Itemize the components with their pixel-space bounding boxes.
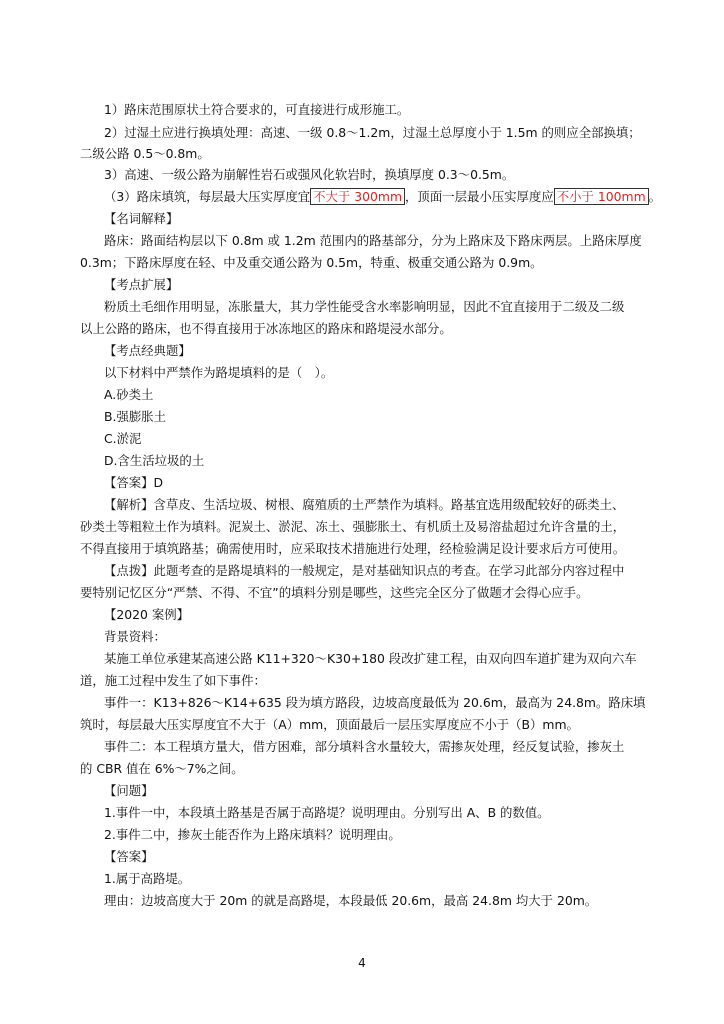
text-line: 某施工单位承建某高速公路 K11+320～K30+180 段改扩建工程，由双向四车道扩建为双向六车 — [104, 651, 637, 666]
section-heading: 【答案】D — [104, 475, 164, 490]
text-line: 1）路床范围原状土符合要求的，可直接进行成形施工。 — [104, 102, 410, 117]
text-line: 以下材料中严禁作为路堤填料的是（ ）。 — [104, 365, 334, 380]
text-line: 3）高速、一级公路为崩解性岩石或强风化软岩时，换填厚度 0.3～0.5m。 — [104, 167, 515, 182]
text-line: 粉质土毛细作用明显，冻胀量大，其力学性能受含水率影响明显，因此不宜直接用于二级及二级 — [104, 299, 625, 314]
text-line: 要特别记忆区分“严禁、不得、不宜”的填料分别是哪些，这些完全区分了做题才会得心应手。 — [80, 585, 589, 600]
text-line: 2）过湿土应进行换填处理：高速、一级 0.8～1.2m，过湿土总厚度小于 1.5m 的则应全部换填； — [104, 125, 641, 140]
text-segment: ，顶面一层最小压实厚度应 — [405, 189, 554, 204]
text-line: 2.事件二中，掺灰土能否作为上路床填料？说明理由。 — [104, 827, 401, 842]
text-line: 砂类土等粗粒土作为填料。泥炭土、淤泥、冻土、强膨胀土、有机质土及易溶盐超过允许含量的土， — [80, 519, 626, 534]
text-segment: 。 — [648, 189, 662, 204]
text-line: 【点拨】此题考查的是路堤填料的一般规定，是对基础知识点的考查。在学习此部分内容过程中 — [104, 563, 625, 578]
text-line — [104, 188, 661, 206]
section-heading: 【名词解释】 — [104, 211, 179, 226]
text-line: C.淤泥 — [104, 431, 142, 446]
text-line: 理由：边坡高度大于 20m 的就是高路堤，本段最低 20.6m，最高 24.8m 均大于 20m。 — [104, 893, 598, 908]
text-line: 二级公路 0.5～0.8m。 — [80, 146, 210, 161]
section-heading: 【2020 案例】 — [104, 607, 190, 622]
text-segment: （3）路床填筑，每层最大压实厚度宜 — [104, 189, 311, 204]
text-line: 事件一：K13+826～K14+635 段为填方路段，边坡高度最低为 20.6m，最高为 24.8m。路床填 — [104, 695, 646, 710]
text-line: D.含生活垃圾的土 — [104, 453, 205, 468]
text-line: 路床：路面结构层以下 0.8m 或 1.2m 范围内的路基部分，分为上路床及下路床两层。上路床厚度 — [104, 233, 642, 248]
page-number: 4 — [358, 956, 366, 970]
section-heading: 【考点扩展】 — [104, 277, 179, 292]
text-line: 0.3m；下路床厚度在轻、中及重交通公路为 0.5m，特重、极重交通公路为 0.9m。 — [80, 255, 543, 270]
text-line: B.强膨胀土 — [104, 409, 167, 424]
text-line: 筑时，每层最大压实厚度宜不大于（A）mm，顶面最后一层压实厚度应不小于（B）mm。 — [80, 717, 579, 732]
section-heading: 【答案】 — [104, 849, 154, 864]
text-line: 事件二：本工程填方量大，借方困难，部分填料含水量较大，需掺灰处理，经反复试验，掺灰土 — [104, 739, 625, 754]
text-line: 以上公路的路床，也不得直接用于冰冻地区的路床和路堤浸水部分。 — [80, 321, 452, 336]
text-line: 1.属于高路堤。 — [104, 871, 191, 886]
highlight-box: 不小于 100mm — [554, 188, 649, 205]
text-line: A.砂类土 — [104, 387, 154, 402]
text-line: 的 CBR 值在 6%～7%之间。 — [80, 761, 244, 776]
text-line: 1.事件一中，本段填土路基是否属于高路堤？说明理由。分别写出 A、B 的数值。 — [104, 805, 550, 820]
section-heading: 【考点经典题】 — [104, 343, 191, 358]
text-line: 背景资料： — [104, 629, 166, 644]
text-line: 【解析】含草皮、生活垃圾、树根、腐殖质的土严禁作为填料。路基宜选用级配较好的砾类土、 — [104, 497, 625, 512]
section-heading: 【问题】 — [104, 783, 154, 798]
highlight-box: 不大于 300mm — [310, 188, 405, 205]
text-line: 道，施工过程中发生了如下事件： — [80, 673, 266, 688]
text-line: 不得直接用于填筑路基；确需使用时，应采取技术措施进行处理，经检验满足设计要求后方可使用。 — [80, 541, 626, 556]
